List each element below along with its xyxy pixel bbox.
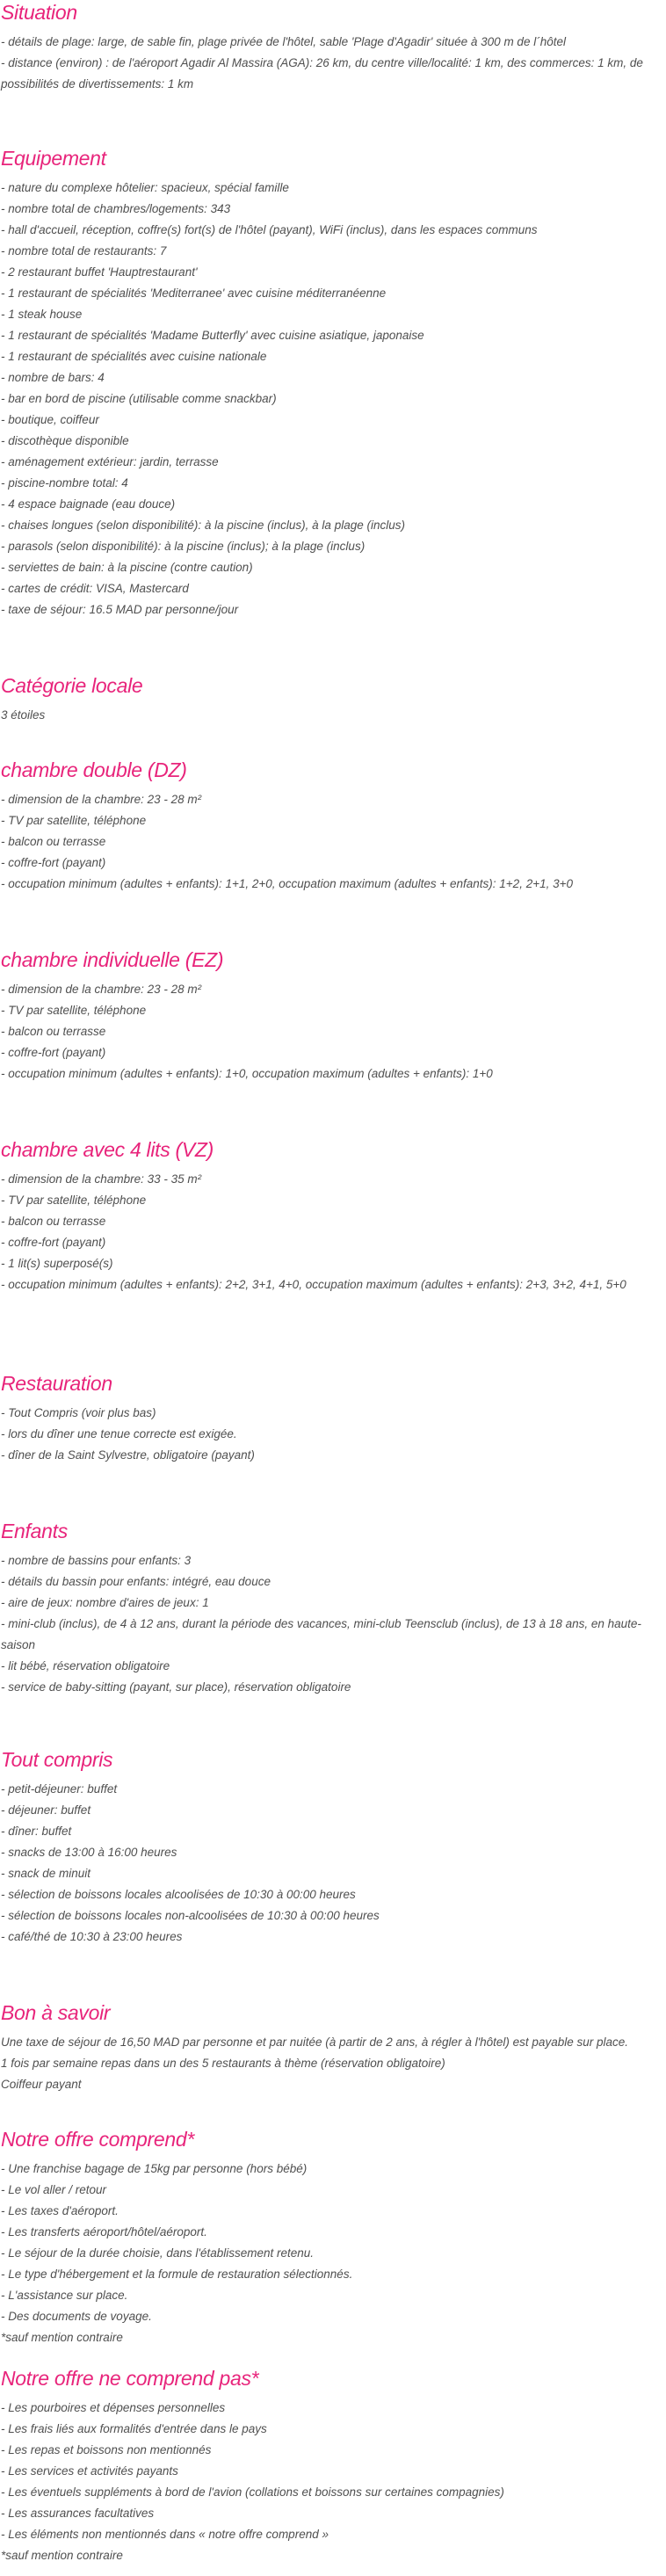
text-line: - Les taxes d'aéroport.: [1, 2204, 119, 2217]
text-line: - lit bébé, réservation obligatoire: [1, 1659, 170, 1673]
section-lines: [1, 2032, 664, 2095]
section-offre-ne-comprend-pas: [1, 2366, 664, 2566]
text-line: - café/thé de 10:30 à 23:00 heures: [1, 1930, 183, 1943]
text-line: - distance (environ) : de l'aéroport Agadir Al Massira (AGA): 26 km, du centre ville/localité: 1 km, des commerces: 1 km, de possibilités de divertissements: 1 km: [1, 56, 643, 91]
text-line: - lors du dîner une tenue correcte est exigée.: [1, 1427, 237, 1440]
section-lines: [1, 2398, 664, 2566]
text-line: - nombre de bassins pour enfants: 3: [1, 1554, 192, 1567]
section-lines: [1, 32, 664, 95]
text-line: - dimension de la chambre: 33 - 35 m²: [1, 1172, 202, 1186]
text-line: - dîner de la Saint Sylvestre, obligatoire (payant): [1, 1448, 255, 1462]
section-lines: [1, 979, 664, 1085]
section-title: Restauration: [1, 1372, 112, 1395]
text-line: - 1 restaurant de spécialités 'Mediterranee' avec cuisine méditerranéenne: [1, 287, 387, 300]
text-line: - piscine-nombre total: 4: [1, 476, 128, 490]
section-lines: [1, 1550, 664, 1698]
text-line: 3 étoiles: [1, 708, 46, 722]
section-chambre-double: [1, 758, 664, 895]
section-title: chambre avec 4 lits (VZ): [1, 1138, 214, 1161]
text-line: - chaises longues (selon disponibilité): à la piscine (inclus), à la plage (inclus): [1, 519, 405, 532]
section-title: Bon à savoir: [1, 2001, 111, 2024]
text-line: - Les transferts aéroport/hôtel/aéroport.: [1, 2225, 207, 2239]
section-lines: [1, 789, 664, 895]
text-line: - L'assistance sur place.: [1, 2289, 128, 2302]
text-line: - déjeuner: buffet: [1, 1803, 91, 1817]
text-line: - coffre-fort (payant): [1, 856, 106, 869]
text-line: - Les assurances facultatives: [1, 2507, 155, 2520]
section-offre-comprend: [1, 2127, 664, 2348]
section-lines: [1, 1169, 664, 1295]
text-line: - occupation minimum (adultes + enfants): 1+0, occupation maximum (adultes + enfants): 1+0: [1, 1067, 493, 1080]
section-title: chambre individuelle (EZ): [1, 948, 224, 971]
text-line: - 1 lit(s) superposé(s): [1, 1257, 113, 1270]
text-line: - Le séjour de la durée choisie, dans l'établissement retenu.: [1, 2246, 315, 2260]
section-title: chambre double (DZ): [1, 758, 187, 781]
text-line: - snack de minuit: [1, 1867, 91, 1880]
text-line: - balcon ou terrasse: [1, 835, 106, 848]
text-line: - 1 restaurant de spécialités 'Madame Butterfly' avec cuisine asiatique, japonaise: [1, 329, 424, 342]
text-line: - dimension de la chambre: 23 - 28 m²: [1, 983, 202, 996]
section-lines: [1, 1403, 664, 1466]
text-line: - aménagement extérieur: jardin, terrasse: [1, 455, 219, 468]
section-title: Notre offre ne comprend pas*: [1, 2367, 259, 2390]
text-line: - 1 steak house: [1, 308, 83, 321]
section-chambre-4-lits: [1, 1137, 664, 1295]
text-line: - Le type d'hébergement et la formule de restauration sélectionnés.: [1, 2268, 353, 2281]
section-lines: [1, 1779, 664, 1948]
text-line: - boutique, coiffeur: [1, 413, 99, 426]
section-categorie-locale: [1, 673, 664, 726]
text-line: - Les éléments non mentionnés dans « notre offre comprend »: [1, 2528, 329, 2541]
text-line: - service de baby-sitting (payant, sur place), réservation obligatoire: [1, 1680, 351, 1694]
text-line: - taxe de séjour: 16.5 MAD par personne/jour: [1, 603, 239, 616]
text-line: - coffre-fort (payant): [1, 1236, 106, 1249]
text-line: Une taxe de séjour de 16,50 MAD par personne et par nuitée (à partir de 2 ans, à régler à l'hôtel) est payable sur place.: [1, 2035, 628, 2049]
text-line: - balcon ou terrasse: [1, 1025, 106, 1038]
text-line: - discothèque disponible: [1, 434, 129, 447]
text-line: - 4 espace baignade (eau douce): [1, 497, 176, 511]
text-line: - serviettes de bain: à la piscine (contre caution): [1, 561, 253, 574]
text-line: - Les repas et boissons non mentionnés: [1, 2443, 212, 2456]
text-line: - sélection de boissons locales alcoolisées de 10:30 à 00:00 heures: [1, 1888, 356, 1901]
section-restauration: [1, 1371, 664, 1466]
text-line: - bar en bord de piscine (utilisable comme snackbar): [1, 392, 277, 405]
section-title: Equipement: [1, 147, 106, 170]
text-line: - nombre total de restaurants: 7: [1, 244, 167, 258]
section-title: Situation: [1, 1, 77, 24]
section-bon-a-savoir: [1, 2000, 664, 2095]
text-line: - sélection de boissons locales non-alcoolisées de 10:30 à 00:00 heures: [1, 1909, 380, 1922]
text-line: - détails de plage: large, de sable fin, plage privée de l'hôtel, sable 'Plage d'Agadir' située à 300 m de l´hôtel: [1, 35, 566, 48]
text-line: - mini-club (inclus), de 4 à 12 ans, durant la période des vacances, mini-club Teensclub (inclus), de 13 à 18 ans, en haute-saison: [1, 1617, 641, 1651]
text-line: - TV par satellite, téléphone: [1, 1194, 147, 1207]
text-line: - dîner: buffet: [1, 1825, 72, 1838]
text-line: - nature du complexe hôtelier: spacieux, spécial famille: [1, 181, 289, 194]
text-line: - Tout Compris (voir plus bas): [1, 1406, 156, 1419]
section-chambre-individuelle: [1, 947, 664, 1085]
text-line: - nombre total de chambres/logements: 343: [1, 202, 231, 215]
text-line: - dimension de la chambre: 23 - 28 m²: [1, 793, 202, 806]
text-line: - aire de jeux: nombre d'aires de jeux: 1: [1, 1596, 209, 1609]
section-title: Catégorie locale: [1, 674, 143, 697]
text-line: - parasols (selon disponibilité): à la piscine (inclus); à la plage (inclus): [1, 540, 366, 553]
text-line: - 2 restaurant buffet 'Hauptrestaurant': [1, 265, 198, 279]
section-lines: [1, 2159, 664, 2348]
section-situation: [1, 0, 664, 95]
text-line: - occupation minimum (adultes + enfants): 2+2, 3+1, 4+0, occupation maximum (adultes + enfants): 2+3, 3+2, 4+1, 5+0: [1, 1278, 626, 1291]
section-title: Enfants: [1, 1520, 68, 1542]
text-line: - petit-déjeuner: buffet: [1, 1782, 118, 1796]
text-line: - TV par satellite, téléphone: [1, 1004, 147, 1017]
text-line: - Les frais liés aux formalités d'entrée dans le pays: [1, 2422, 267, 2435]
text-line: *sauf mention contraire: [1, 2549, 123, 2562]
text-line: - balcon ou terrasse: [1, 1215, 106, 1228]
text-line: - 1 restaurant de spécialités avec cuisine nationale: [1, 350, 267, 363]
text-line: - Les pourboires et dépenses personnelles: [1, 2401, 226, 2414]
text-line: Coiffeur payant: [1, 2078, 82, 2091]
text-line: - coffre-fort (payant): [1, 1046, 106, 1059]
section-title: Notre offre comprend*: [1, 2128, 194, 2151]
section-tout-compris: [1, 1747, 664, 1948]
text-line: - Des documents de voyage.: [1, 2310, 152, 2323]
text-line: - Les éventuels suppléments à bord de l'avion (collations et boissons sur certaines compagnies): [1, 2485, 504, 2499]
section-lines: [1, 178, 664, 620]
text-line: - occupation minimum (adultes + enfants): 1+1, 2+0, occupation maximum (adultes + enfants): 1+2, 2+1, 3+0: [1, 877, 573, 890]
text-line: - snacks de 13:00 à 16:00 heures: [1, 1846, 177, 1859]
text-line: *sauf mention contraire: [1, 2331, 123, 2344]
text-line: - cartes de crédit: VISA, Mastercard: [1, 582, 189, 595]
text-line: - Les services et activités payants: [1, 2464, 178, 2478]
section-equipement: [1, 146, 664, 620]
text-line: - hall d'accueil, réception, coffre(s) fort(s) de l'hôtel (payant), WiFi (inclus), dans les espaces communs: [1, 223, 538, 236]
section-title: Tout compris: [1, 1748, 113, 1771]
section-enfants: [1, 1519, 664, 1698]
text-line: - nombre de bars: 4: [1, 371, 105, 384]
text-line: - Le vol aller / retour: [1, 2183, 107, 2196]
text-line: - TV par satellite, téléphone: [1, 814, 147, 827]
text-line: - Une franchise bagage de 15kg par personne (hors bébé): [1, 2162, 308, 2175]
text-line: 1 fois par semaine repas dans un des 5 restaurants à thème (réservation obligatoire): [1, 2057, 445, 2070]
text-line: - détails du bassin pour enfants: intégré, eau douce: [1, 1575, 271, 1588]
section-lines: [1, 705, 664, 726]
